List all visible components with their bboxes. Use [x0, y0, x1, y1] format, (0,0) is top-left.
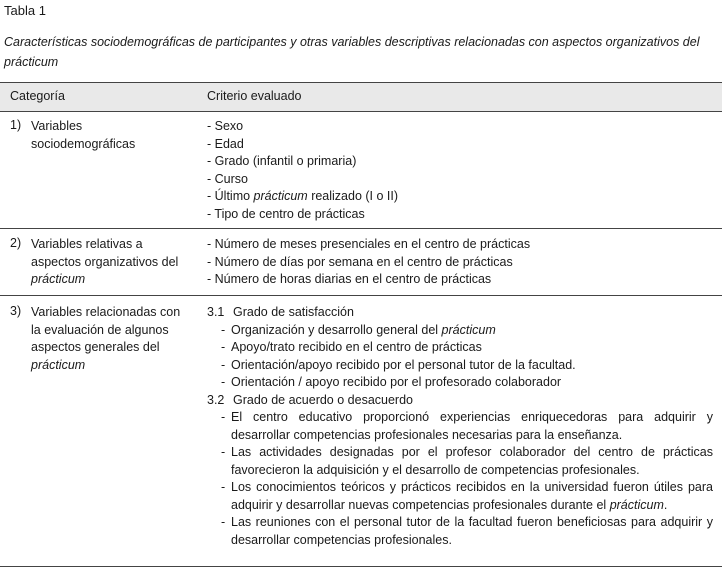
item-text: Organización y desarrollo general del — [231, 322, 442, 337]
category-emphasis: prácticum — [31, 357, 86, 372]
category-line: la evaluación de algunos — [31, 322, 169, 337]
criteria-item: - Número de días por semana en el centro de prácticas — [207, 254, 513, 269]
table-caption — [4, 32, 720, 72]
table-number: Tabla 1 — [4, 3, 46, 18]
caption-emphasis: prácticum — [4, 55, 59, 69]
subsection-title: Grado de acuerdo o desacuerdo — [233, 392, 413, 407]
item-text: Apoyo/trato recibido en el centro de prácticas — [231, 340, 482, 354]
item-text: Orientación / apoyo recibido por el profesorado colaborador — [231, 375, 562, 389]
item-text: Las actividades designadas por el profesor colaborador del centro de prácticas favorecieron la adquisición y el desarrollo de competencias profesionales. — [231, 445, 713, 477]
criteria-item — [207, 444, 713, 479]
table-row — [0, 112, 722, 229]
criteria-item — [207, 188, 713, 206]
category-line: Variables relacionadas con — [31, 305, 181, 319]
category-line: aspectos organizativos del — [31, 254, 179, 269]
dash-marker: - — [221, 357, 226, 372]
dash-marker: - — [221, 445, 226, 459]
criteria-item: - Número de meses presenciales en el centro de prácticas — [207, 237, 531, 251]
header-criterio: Criterio evaluado — [207, 89, 302, 103]
caption-text: Características sociodemográficas de participantes y otras variables descriptivas relacionadas con aspectos organizativos del — [4, 35, 700, 49]
criteria-item — [207, 479, 713, 514]
dash-marker: - — [221, 480, 226, 494]
category-line — [31, 271, 199, 289]
item-text: - Último — [207, 189, 254, 203]
criteria-item — [207, 339, 713, 357]
item-text: Orientación/apoyo recibido por el personal tutor de la facultad. — [231, 357, 576, 372]
dash-marker: - — [221, 340, 226, 354]
subsection-title: Grado de satisfacción — [233, 305, 354, 319]
criteria-item: - Sexo — [207, 119, 244, 133]
row-criteria — [207, 304, 713, 549]
category-line: aspectos generales del — [31, 340, 160, 354]
row-category — [31, 118, 199, 153]
subsection-number: 3.1 — [207, 305, 225, 319]
criteria-item — [207, 409, 713, 444]
row-number: 3) — [10, 304, 22, 318]
subsection-number: 3.2 — [207, 392, 225, 407]
table-header — [0, 82, 722, 112]
criteria-item — [207, 514, 713, 549]
subsection-heading — [207, 392, 713, 410]
dash-marker: - — [221, 410, 226, 424]
criteria-item: - Número de horas diarias en el centro de prácticas — [207, 272, 492, 286]
item-text: . — [663, 497, 668, 512]
row-category — [31, 236, 199, 289]
criteria-item — [207, 357, 713, 375]
category-emphasis: prácticum — [31, 272, 86, 286]
dash-marker: - — [221, 322, 226, 337]
item-text: El centro educativo proporcionó experiencias enriquecedoras para adquirir y desarrollar competencias profesionales necesarias para la enseñanza. — [231, 410, 713, 442]
data-table — [0, 82, 722, 567]
criteria-item — [207, 374, 713, 392]
item-text: Los conocimientos teóricos y prácticos recibidos en la universidad fueron útiles para adquirir y desarrollar nuevas competencias profesionales durante el — [231, 480, 713, 512]
category-line: Variables relativas a — [31, 237, 143, 251]
dash-marker: - — [221, 515, 226, 529]
item-emphasis: prácticum — [441, 322, 496, 337]
item-text: realizado (I o II) — [307, 189, 399, 203]
row-number: 2) — [10, 236, 22, 250]
table-row — [0, 296, 722, 567]
row-category — [31, 304, 199, 374]
header-categoria: Categoría — [10, 89, 65, 103]
criteria-item: - Grado (infantil o primaria) — [207, 154, 357, 168]
category-line: sociodemográficas — [31, 136, 136, 151]
item-emphasis: prácticum — [609, 497, 664, 512]
criteria-item: - Edad — [207, 136, 244, 151]
row-criteria — [207, 118, 713, 223]
criteria-item: - Curso — [207, 171, 248, 186]
category-line: Variables — [31, 119, 83, 133]
item-emphasis: prácticum — [253, 189, 308, 203]
table-row — [0, 229, 722, 296]
criteria-item: - Tipo de centro de prácticas — [207, 206, 365, 221]
subsection-heading — [207, 304, 713, 322]
row-criteria — [207, 236, 713, 289]
item-text: Las reuniones con el personal tutor de la facultad fueron beneficiosas para adquirir y desarrollar competencias profesionales. — [231, 515, 713, 547]
criteria-item — [207, 322, 713, 340]
category-line — [31, 357, 199, 375]
dash-marker: - — [221, 375, 226, 389]
row-number: 1) — [10, 118, 22, 132]
